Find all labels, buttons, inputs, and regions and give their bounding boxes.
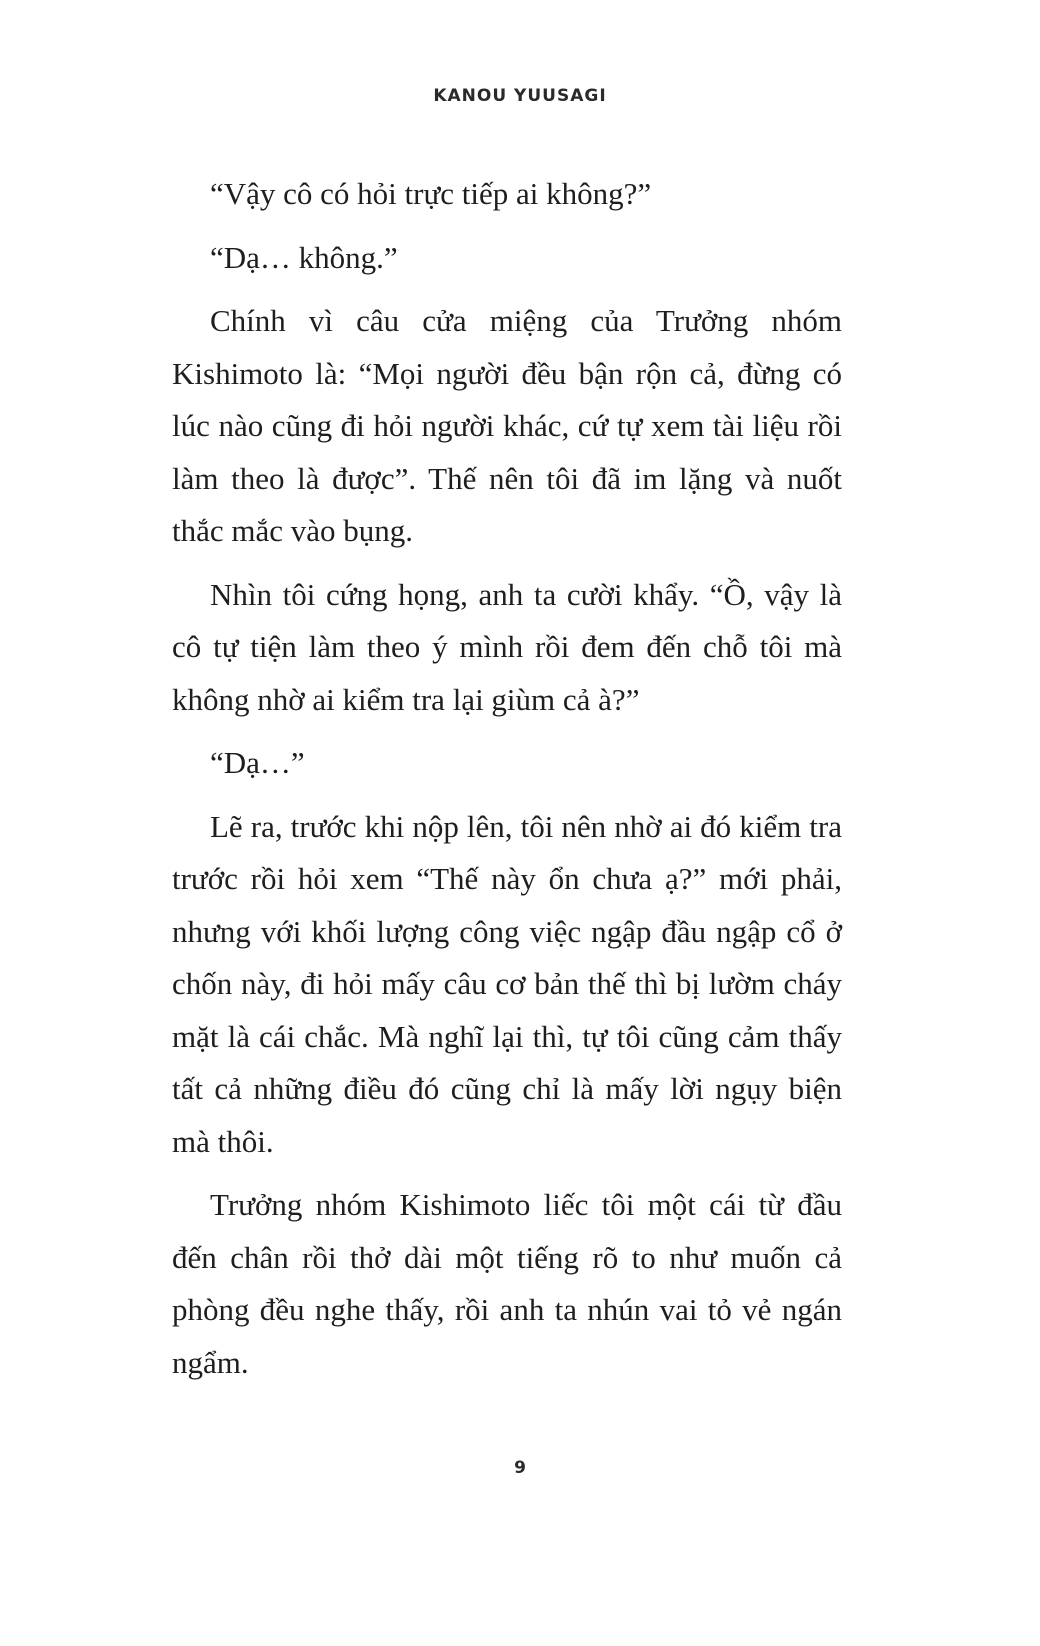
paragraph: Lẽ ra, trước khi nộp lên, tôi nên nhờ ai đó kiểm tra trước rồi hỏi xem “Thế này ổn chưa ạ?” mới phải, nhưng với khối lượng công việc ngập đầu ngập cổ ở chốn này, đi hỏi mấy câu cơ bản thế thì bị lườm cháy mặt là cái chắc. Mà nghĩ lại thì, tự tôi cũng cảm thấy tất cả những điều đó cũng chỉ là mấy lời ngụy biện mà thôi. [172,808,842,1159]
paragraph: Chính vì câu cửa miệng của Trưởng nhóm Kishimoto là: “Mọi người đều bận rộn cả, đừng có lúc nào cũng đi hỏi người khác, cứ tự xem tài liệu rồi làm theo là được”. Thế nên tôi đã im lặng và nuốt thắc mắc vào bụng. [172,303,842,548]
paragraph: “Dạ… không.” [210,239,398,275]
paragraph: “Dạ…” [210,745,305,780]
paragraph: Trưởng nhóm Kishimoto liếc tôi một cái từ đầu đến chân rồi thở dài một tiếng rõ to như muốn cả phòng đều nghe thấy, rồi anh ta nhún vai tỏ vẻ ngán ngẩm. [172,1187,842,1380]
running-header: KANOU YUUSAGI [433,86,607,106]
body-text [172,168,842,1400]
paragraph: “Vậy cô có hỏi trực tiếp ai không?” [210,176,652,211]
page-number: 9 [514,1458,526,1478]
paragraph: Nhìn tôi cứng họng, anh ta cười khẩy. “Ồ, vậy là cô tự tiện làm theo ý mình rồi đem đến chỗ tôi mà không nhờ ai kiểm tra lại giùm cả à?” [172,576,842,717]
